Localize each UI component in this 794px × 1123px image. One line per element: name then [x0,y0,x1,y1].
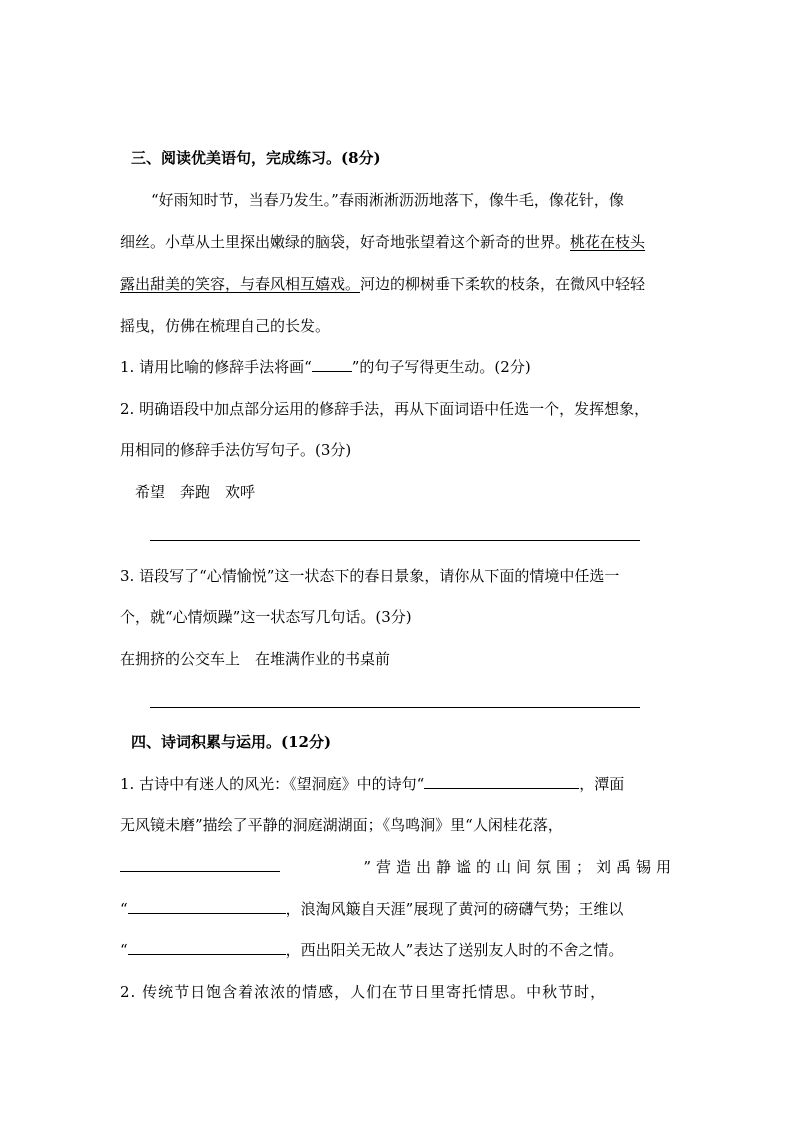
scenario-options: 在拥挤的公交车上 在堆满作业的书桌前 [120,650,391,668]
question-4-1-line-4-text: ，浪淘风簸自天涯”展现了黄河的磅礴气势；王维以 [285,900,624,918]
passage-line-4: 摇曳，仿佛在梳理自己的长发。 [120,317,331,335]
question-3-3-line-1: 3. 语段写了“心情愉悦”这一状态下的春日景象，请你从下面的情境中任选一 [120,567,620,585]
fill-blank-2[interactable] [120,857,280,872]
open-quote: “ [120,941,128,959]
fill-blank-4[interactable] [128,940,286,955]
underlined-sentence-part-1: 桃花在枝头 [570,233,646,251]
question-4-1-line-1-end: ，潭面 [579,775,625,793]
underline-marker [312,357,352,372]
passage-line-3-text: 河边的柳树垂下柔软的枝条，在微风中轻轻 [360,275,646,293]
question-4-1-line-1 [120,774,680,794]
question-3-3-line-2: 个，就“心情烦躁”这一状态写几句话。(3分) [120,608,412,626]
question-4-1-line-5-text: ，西出阳关无故人”表达了送别友人时的不舍之情。 [285,941,624,959]
question-4-1-line-1-text: 1. 古诗中有迷人的风光：《望洞庭》中的诗句“ [120,775,425,793]
section-3-heading: 三、阅读优美语句，完成练习。(8分) [131,149,381,167]
fill-blank-3[interactable] [128,899,286,914]
underlined-sentence-part-2: 露出甜美的笑容，与春风相互嬉戏。 [120,275,361,293]
passage-line-1: “好雨知时节，当春乃发生。”春雨淅淅沥沥地落下，像牛毛，像花针，像 [151,191,624,209]
open-quote: “ [120,900,128,918]
passage-line-2-text: 细丝。小草从土里探出嫩绿的脑袋，好奇地张望着这个新奇的世界。 [120,233,571,251]
question-4-1-line-3-text: ”营造出静谧的山间氛围；刘禹锡用 [363,858,676,876]
question-3-1-prefix: 1. 请用比喻的修辞手法将画“ [120,358,312,376]
word-options: 希望 奔跑 欢呼 [135,483,256,501]
question-4-1-line-4 [120,899,680,919]
passage-line-2 [120,232,680,252]
question-4-1-line-5 [120,940,680,960]
question-3-2-line-2: 用相同的修辞手法仿写句子。(3分) [120,441,352,459]
passage-line-3 [120,274,680,294]
section-4-heading: 四、诗词积累与运用。(12分) [131,733,332,751]
answer-line-3-3[interactable] [150,707,640,708]
question-3-1 [120,357,680,377]
question-4-1-line-3 [120,857,676,877]
question-4-1-line-2: 无风镜未磨”描绘了平静的洞庭湖湖面；《鸟鸣涧》里“人闲桂花落， [120,816,563,834]
question-3-1-suffix: ”的句子写得更生动。(2分) [351,358,531,376]
question-3-2-line-1: 2. 明确语段中加点部分运用的修辞手法，再从下面词语中任选一个，发挥想象， [120,400,650,418]
answer-line-3-2[interactable] [150,540,640,541]
question-4-2-line-1: 2. 传统节日饱含着浓浓的情感，人们在节日里寄托情思。中秋节时， [120,983,607,1001]
fill-blank-1[interactable] [424,774,579,789]
